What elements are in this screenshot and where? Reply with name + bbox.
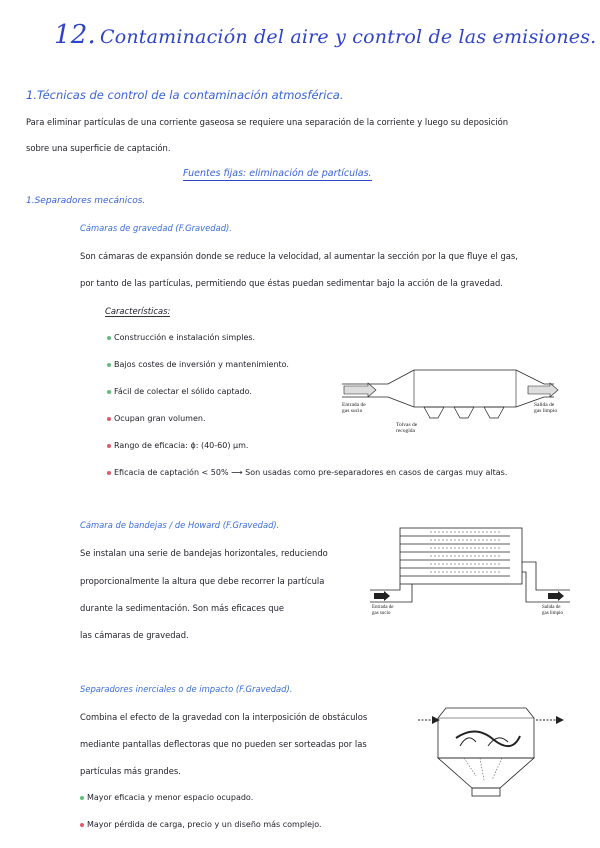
bandejas-line-3: durante la sedimentación. Son más eficaces que <box>80 603 285 613</box>
green-dot-icon <box>107 363 111 367</box>
section-heading: 1.Técnicas de control de la contaminación atmosférica. <box>26 88 344 102</box>
bullet-item: Bajos costes de inversión y mantenimiento. <box>107 360 289 369</box>
title-number: 12. <box>54 20 96 50</box>
red-dot-icon <box>80 823 84 827</box>
gravity-chamber-figure <box>338 352 570 444</box>
bullet-item: Construcción e instalación simples. <box>107 333 255 342</box>
fig1-label-tolva: Tolvas de <box>396 422 418 428</box>
caracteristicas-label: Características: <box>105 306 171 316</box>
red-dot-icon <box>107 471 111 475</box>
fuentes-heading: Fuentes fijas: eliminación de partículas. <box>183 168 372 179</box>
bandejas-heading: Cámara de bandejas / de Howard (F.Gravedad). <box>80 520 280 530</box>
bullet-item: Mayor pérdida de carga, precio y un diseño más complejo. <box>80 820 322 829</box>
bandejas-line-4: las cámaras de gravedad. <box>80 630 189 640</box>
bullet-item: Fácil de colectar el sólido captado. <box>107 387 252 396</box>
bullet-item: Ocupan gran volumen. <box>107 414 206 423</box>
fig1-label-salida: Salida de <box>534 402 555 408</box>
howard-chamber-figure <box>370 522 570 618</box>
fig1-label-entrada: Entrada de <box>342 402 366 408</box>
bullet-item: Rango de eficacia: ϕ: (40-60) µm. <box>107 441 248 450</box>
intro-line-1: Para eliminar partículas de una corriente gaseosa se requiere una separación de la corriente y luego su deposición <box>26 117 509 127</box>
fig1-label-salida2: gas limpio <box>534 408 558 414</box>
camaras-line-2: por tanto de las partículas, permitiendo que éstas puedan sedimentar bajo la acción de la gravedad. <box>80 278 503 288</box>
intro-line-2: sobre una superficie de captación. <box>26 143 171 153</box>
title-text: Contaminación del aire y control de las emisiones. <box>99 26 597 48</box>
green-dot-icon <box>80 796 84 800</box>
bullet-item: Mayor eficacia y menor espacio ocupado. <box>80 793 253 802</box>
camaras-gravedad-heading: Cámaras de gravedad (F.Gravedad). <box>80 223 232 233</box>
bullet-item: Eficacia de captación < 50% ⟶ Son usadas como pre-separadores en casos de cargas muy altas. <box>107 468 507 477</box>
page-title <box>54 20 596 50</box>
fig2-label-entrada2: gas sucio <box>372 611 391 616</box>
fig2-label-salida: Salida de <box>542 605 561 610</box>
fig1-label-tolva2: recogida <box>396 428 415 434</box>
bandejas-line-2: proporcionalmente la altura que debe recorrer la partícula <box>80 576 325 586</box>
camaras-line-1: Son cámaras de expansión donde se reduce la velocidad, al aumentar la sección por la que fluye el gas, <box>80 251 518 261</box>
inerciales-line-3: partículas más grandes. <box>80 766 181 776</box>
fig2-label-entrada: Entrada de <box>372 605 394 610</box>
inerciales-heading: Separadores inerciales o de impacto (F.Gravedad). <box>80 684 293 694</box>
inerciales-line-2: mediante pantallas deflectoras que no pueden ser sorteadas por las <box>80 739 367 749</box>
inertial-separator-figure <box>416 696 570 800</box>
inerciales-line-1: Combina el efecto de la gravedad con la interposición de obstáculos <box>80 712 368 722</box>
red-dot-icon <box>107 444 111 448</box>
green-dot-icon <box>107 336 111 340</box>
separadores-heading: 1.Separadores mecánicos. <box>26 196 146 206</box>
green-dot-icon <box>107 390 111 394</box>
red-dot-icon <box>107 417 111 421</box>
fig2-label-salida2: gas limpio <box>542 611 563 616</box>
fig1-label-entrada2: gas sucio <box>342 408 363 414</box>
bandejas-line-1: Se instalan una serie de bandejas horizontales, reduciendo <box>80 548 328 558</box>
